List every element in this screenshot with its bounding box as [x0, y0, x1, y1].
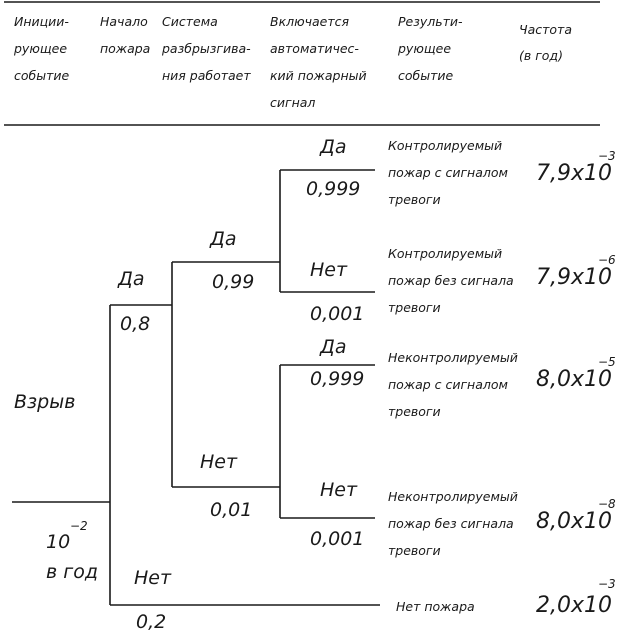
fire-yes-probability: 0,8	[120, 313, 151, 335]
outcome-text: пожар без сигнала	[388, 516, 514, 531]
header-text: разбрызгива-	[162, 41, 251, 56]
alarm2-yes-probability: 0,999	[310, 368, 365, 390]
header-text: событие	[398, 68, 454, 83]
outcome-frequency: 2,0x10	[536, 593, 613, 618]
header-result	[397, 14, 463, 83]
outcome-frequency-exponent: −5	[598, 355, 616, 369]
outcome-2	[388, 246, 616, 315]
header-sprinkler	[161, 14, 251, 83]
outcome-frequency: 8,0x10	[536, 509, 613, 534]
alarm1-no-label: Нет	[310, 259, 348, 281]
header-text: событие	[14, 68, 70, 83]
header-text: Система	[162, 14, 218, 29]
fire-no-probability: 0,2	[136, 611, 167, 633]
fire-no-label: Нет	[134, 567, 172, 589]
outcome-text: Контролируемый	[388, 138, 503, 153]
outcome-text: Контролируемый	[388, 246, 503, 261]
outcome-3	[388, 350, 616, 419]
header-text: автоматичес-	[270, 41, 359, 56]
header-text: Начало	[100, 14, 148, 29]
alarm2-no-label: Нет	[320, 479, 358, 501]
outcome-text: Неконтролируемый	[388, 350, 518, 365]
initiating-frequency-unit: в год	[46, 561, 98, 583]
sprinkler-yes-probability: 0,99	[212, 271, 255, 293]
sprinkler-no-label: Нет	[200, 451, 238, 473]
header-fire-start	[100, 14, 150, 56]
outcome-frequency: 7,9x10	[536, 161, 613, 186]
header-text: Частота	[519, 22, 572, 37]
header-text: рующее	[14, 41, 68, 56]
outcome-text: тревоги	[388, 543, 441, 558]
outcome-frequency-exponent: −3	[598, 577, 616, 591]
header-text: ния работает	[162, 68, 251, 83]
outcome-text: пожар без сигнала	[388, 273, 514, 288]
alarm2-yes-label: Да	[320, 336, 347, 358]
sprinkler-no-probability: 0,01	[210, 499, 253, 521]
outcome-text: тревоги	[388, 192, 441, 207]
header-text: кий пожарный	[270, 68, 367, 83]
outcome-1	[388, 138, 616, 207]
initiating-frequency: 10	[46, 531, 71, 553]
outcome-text: Нет пожара	[396, 599, 475, 614]
outcome-frequency: 7,9x10	[536, 265, 613, 290]
outcome-4	[388, 489, 616, 558]
header-frequency	[519, 22, 572, 63]
header-text: рующее	[398, 41, 452, 56]
header-text: Результи-	[398, 14, 463, 29]
header-text: пожара	[100, 41, 151, 56]
outcome-text: тревоги	[388, 300, 441, 315]
outcome-frequency-exponent: −3	[598, 149, 616, 163]
sprinkler-yes-label: Да	[210, 228, 237, 250]
outcome-frequency: 8,0x10	[536, 367, 613, 392]
outcome-frequency-exponent: −8	[598, 497, 616, 511]
alarm2-no-probability: 0,001	[310, 528, 365, 550]
alarm1-no-probability: 0,001	[310, 303, 365, 325]
outcome-text: тревоги	[388, 404, 441, 419]
outcome-frequency-exponent: −6	[598, 253, 616, 267]
outcome-5	[396, 577, 616, 618]
header-text: (в год)	[519, 48, 563, 63]
alarm1-yes-probability: 0,999	[306, 178, 361, 200]
header-initiating-event	[13, 14, 70, 83]
initiating-event-label: Взрыв	[14, 391, 76, 413]
header-text: сигнал	[270, 95, 316, 110]
header-alarm	[270, 14, 367, 110]
initiating-frequency-exponent: −2	[70, 519, 88, 533]
header-text: Включается	[270, 14, 350, 29]
outcome-text: пожар с сигналом	[388, 165, 508, 180]
outcome-text: пожар с сигналом	[388, 377, 508, 392]
fire-yes-label: Да	[118, 268, 145, 290]
outcome-text: Неконтролируемый	[388, 489, 518, 504]
alarm1-yes-label: Да	[320, 136, 347, 158]
header-text: Иниции-	[14, 14, 69, 29]
